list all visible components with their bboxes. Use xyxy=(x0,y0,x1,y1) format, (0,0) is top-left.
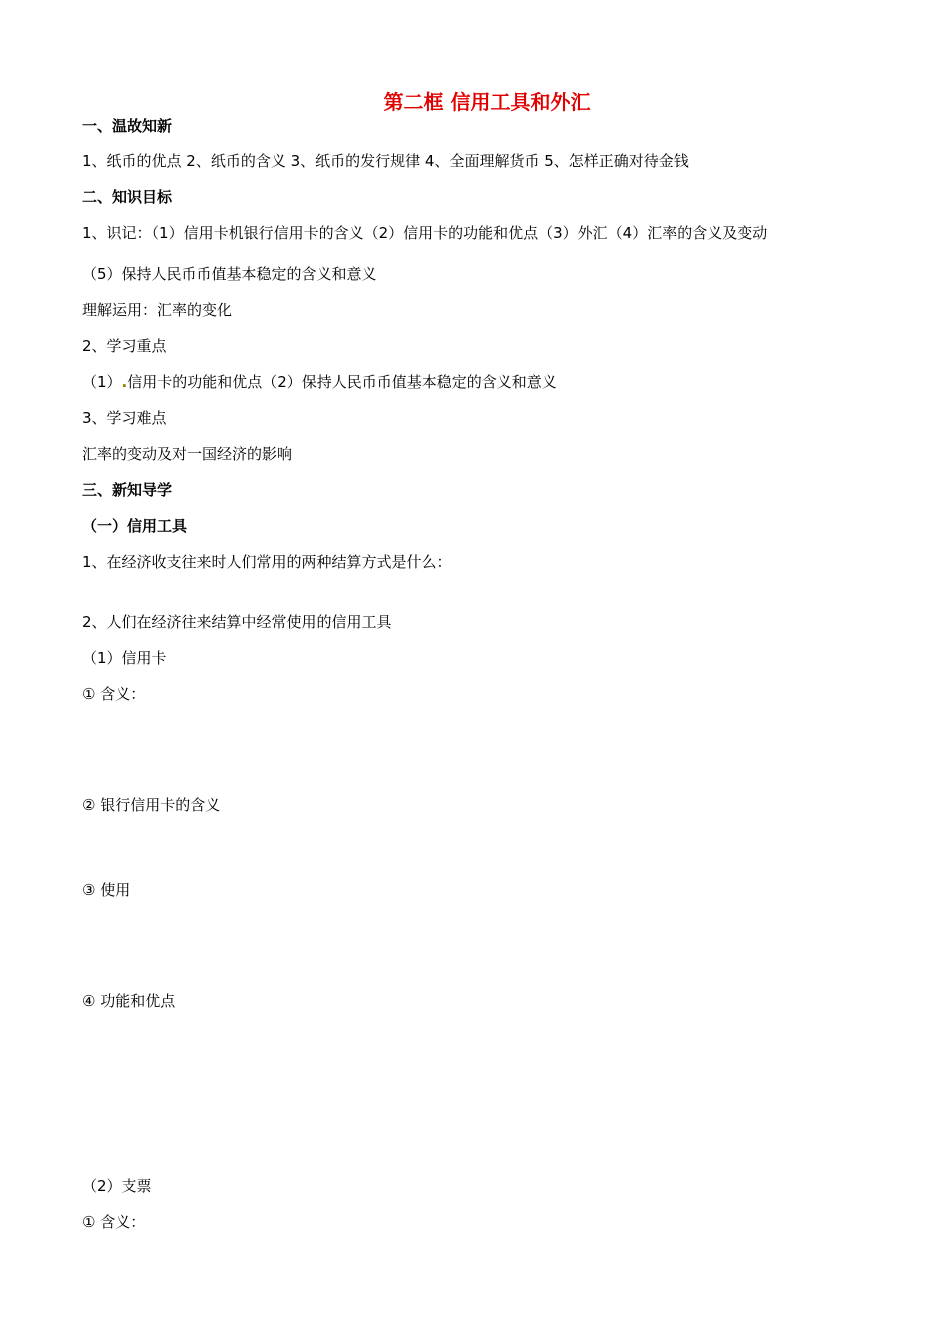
key-text xyxy=(82,373,557,391)
goals-heading: 二、知识目标 xyxy=(82,188,173,206)
goals-line-1: 1、识记：（1）信用卡机银行信用卡的含义（2）信用卡的功能和优点（3）外汇（4）汇率的含义及变动 xyxy=(82,224,768,242)
key-heading: 2、学习重点 xyxy=(82,337,167,355)
key-text-body: 信用卡的功能和优点（2）保持人民币币值基本稳定的含义和意义 xyxy=(127,373,557,391)
card-item-2: ② 银行信用卡的含义 xyxy=(82,796,221,814)
goals-line-3: 理解运用：汇率的变化 xyxy=(82,301,233,319)
goals-line-2: （5）保持人民币币值基本稳定的含义和意义 xyxy=(82,265,377,283)
question-2: 2、人们在经济往来结算中经常使用的信用工具 xyxy=(82,613,392,631)
difficult-text: 汇率的变动及对一国经济的影响 xyxy=(82,445,293,463)
difficult-heading: 3、学习难点 xyxy=(82,409,167,427)
new-heading: 三、新知导学 xyxy=(82,481,173,499)
sub1-heading: （一）信用工具 xyxy=(82,517,188,535)
review-heading: 一、温故知新 xyxy=(82,117,173,135)
check-item-1: ① 含义： xyxy=(82,1213,146,1231)
card-item-1: ① 含义： xyxy=(82,685,146,703)
key-text-prefix: （1） xyxy=(82,373,122,391)
page-title: 第二框 信用工具和外汇 xyxy=(383,90,591,114)
marker-dot: . xyxy=(121,373,128,391)
card-item-4: ④ 功能和优点 xyxy=(82,992,176,1010)
check-heading: （2）支票 xyxy=(82,1177,152,1195)
review-text: 1、纸币的优点 2、纸币的含义 3、纸币的发行规律 4、全面理解货币 5、怎样正确对待金钱 xyxy=(82,152,689,170)
card-heading: （1）信用卡 xyxy=(82,649,167,667)
card-item-3: ③ 使用 xyxy=(82,881,131,899)
question-1: 1、在经济收支往来时人们常用的两种结算方式是什么： xyxy=(82,553,452,571)
